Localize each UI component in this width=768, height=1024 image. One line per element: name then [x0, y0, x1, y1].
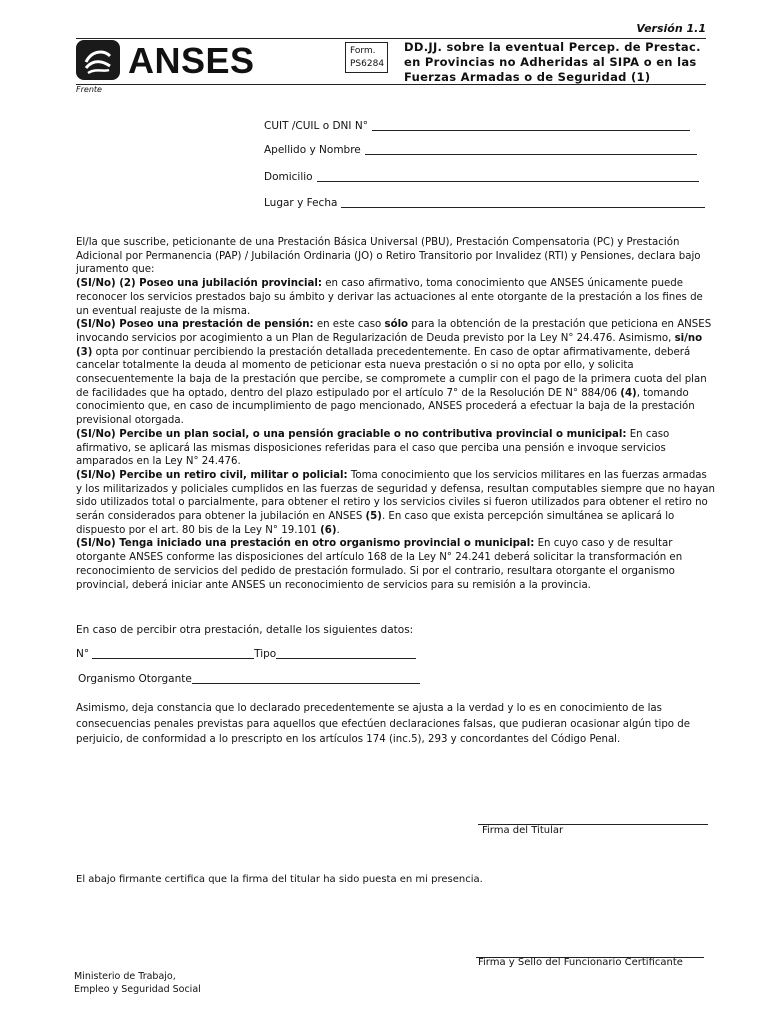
name-field[interactable]	[264, 142, 697, 156]
item5-text: En cuyo caso y de resultar otorgante ANSES conforme las disposiciones del artículo 168 de la Ley N° 24.241 deberá solicitar la transformación en reconocimiento de servicios del pedido de prestación formulado. Si por el contrario, resultara otorgante el organismo provincial, deberá iniciar ante ANSES un reconocimiento de servicios para su remisión a la provincia.	[76, 538, 683, 591]
agency-label: Organismo Otorgante	[78, 673, 192, 685]
item-pension-benefit	[76, 318, 716, 428]
item2-text-b: para la obtención de la prestación que peticiona en ANSES invocando servicios por acogimiento a un Plan de Regularización de Deuda previsto por la Ley N° 24.476. Asimismo,	[76, 319, 712, 344]
form-title: DD.JJ. sobre la eventual Percep. de Prestac. en Provincias no Adheridas al SIPA o en las Fuerzas Armadas o de Seguridad (1)	[404, 40, 701, 84]
certification-text: El abajo firmante certifica que la firma del titular ha sido puesta en mi presencia.	[76, 874, 483, 885]
item1-text: en caso afirmativo, toma conocimiento que ANSES únicamente puede reconocer los servicios prestados bajo su ámbito y derivar las actuaciones al ente otorgante de la prestación a los fines de un eventual reajuste de la misma.	[76, 278, 703, 317]
place-date-input-line[interactable]	[341, 206, 705, 208]
item4-ref5: (5)	[365, 511, 382, 523]
form-label: Form.	[350, 46, 376, 56]
item4-text-a: Toma conocimiento que los servicios militares en las fuerzas armadas y los militarizados y policiales cumplidos en las fuerzas de seguridad y defensa, resultan computables siempre que no hayan sido utilizados total o parcialmente, para obtener el retiro y los servicios civiles si fueron utilizados para obtener el retiro no serán considerados para obtener la jubilación en ANSES	[76, 469, 715, 523]
other-benefit-intro: En caso de percibir otra prestación, detalle los siguientes datos:	[76, 624, 414, 636]
agency-line[interactable]	[192, 682, 420, 684]
form-code: PS6284	[350, 59, 385, 69]
ministry-line-2: Empleo y Seguridad Social	[74, 984, 201, 995]
place-date-field[interactable]	[264, 195, 705, 209]
version-label: Versión 1.1	[636, 22, 706, 35]
side-label: Frente	[76, 85, 102, 94]
agency-field[interactable]	[78, 673, 420, 685]
item5-heading: (SI/No) Tenga iniciado una prestación en otro organismo provincial o municipal:	[76, 538, 535, 550]
item-provincial-pension	[76, 277, 716, 318]
form-code-box	[345, 42, 388, 73]
item3-heading: (SI/No) Percibe un plan social, o una pensión graciable o no contributiva provincial o municipal:	[76, 428, 627, 440]
address-field[interactable]	[264, 169, 699, 183]
item2-text-c: opta por continuar percibiendo la prestación detallada precedentemente. En caso de optar afirmativamente, deberá cancelar totalmente la deuda al momento de peticionar esta nueva prestación o si no opta por ello, y solicita consecuentemente la baja de la prestación que percibe, se compromete a cumplir con el pago de la primera cuota del plan de facilidades que ha optado, dentro del plazo estipulado por el artículo 7° de la Resolución DE N° 884/06	[76, 346, 707, 399]
name-label: Apellido y Nombre	[264, 144, 361, 156]
item4-ref6: (6)	[320, 524, 337, 536]
item2-ref4: (4)	[620, 387, 637, 399]
legal-declaration: Asimismo, deja constancia que lo declarado precedentemente se ajusta a la verdad y lo es en conocimiento de las consecuencias penales previstas para aquellos que efectúen declaraciones falsas, que pudieran ocasionar algún tipo de perjuicio, de conformidad a lo prescripto en los artículos 174 (inc.5), 293 y concordantes del Código Penal.	[76, 703, 690, 745]
official-signature-label: Firma y Sello del Funcionario Certificante	[478, 957, 683, 968]
benefit-number-field[interactable]	[76, 648, 416, 660]
benefit-type-line[interactable]	[276, 657, 416, 659]
ministry-footer	[74, 970, 201, 996]
item2-sino: si/no (3)	[76, 332, 703, 358]
item4-text-c: .	[336, 524, 340, 536]
item2-text-a: en este caso	[313, 319, 385, 331]
name-input-line[interactable]	[365, 153, 697, 155]
item4-text-b: . En caso que exista percepción simultánea se aplicará lo dispuesto por el art. 80 bis de la Ley N° 19.101	[76, 511, 675, 536]
item-social-plan	[76, 428, 716, 469]
item4-heading: (SI/No) Percibe un retiro civil, militar o policial:	[76, 469, 348, 481]
ministry-line-1: Ministerio de Trabajo,	[74, 971, 176, 982]
logo-text: ANSES	[128, 40, 255, 81]
place-date-label: Lugar y Fecha	[264, 197, 338, 209]
benefit-number-line[interactable]	[92, 657, 254, 659]
address-label: Domicilio	[264, 171, 313, 183]
item2-heading: (SI/No) Poseo una prestación de pensión:	[76, 319, 314, 331]
item1-heading: (SI/No) (2) Poseo una jubilación provincial:	[76, 278, 322, 290]
header-rule	[76, 84, 706, 85]
address-input-line[interactable]	[317, 180, 699, 182]
cuit-input-line[interactable]	[372, 129, 690, 131]
item-civil-military-retirement	[76, 469, 716, 538]
anses-logo-icon	[76, 40, 120, 80]
item3-text: En caso afirmativo, se aplicará las mismas disposiciones referidas para el caso que perciba una pensión e invoque servicios amparados en la Ley N° 24.476.	[76, 428, 670, 468]
item-other-agency	[76, 537, 716, 592]
cuit-field[interactable]	[264, 118, 690, 132]
item2-text-d: , tomando conocimiento que, en caso de incumplimiento de pago mencionado, ANSES procederá a efectuar la baja de la prestación previsional otorgada.	[76, 387, 695, 427]
item2-solo: sólo	[384, 319, 409, 331]
intro-paragraph: El/la que suscribe, peticionante de una Prestación Básica Universal (PBU), Prestación Compensatoria (PC) y Prestación Adicional por Permanencia (PAP) / Jubilación Ordinaria (JO) o Retiro Transitorio por Invalidez (RTI) y Pensiones, declara bajo juramento que:	[76, 237, 701, 276]
holder-signature-label: Firma del Titular	[482, 825, 564, 836]
benefit-type-label: Tipo	[254, 648, 277, 660]
cuit-label: CUIT /CUIL o DNI N°	[264, 120, 368, 132]
benefit-number-label: N°	[76, 648, 90, 660]
top-rule	[76, 38, 706, 39]
declaration-body	[76, 236, 716, 592]
